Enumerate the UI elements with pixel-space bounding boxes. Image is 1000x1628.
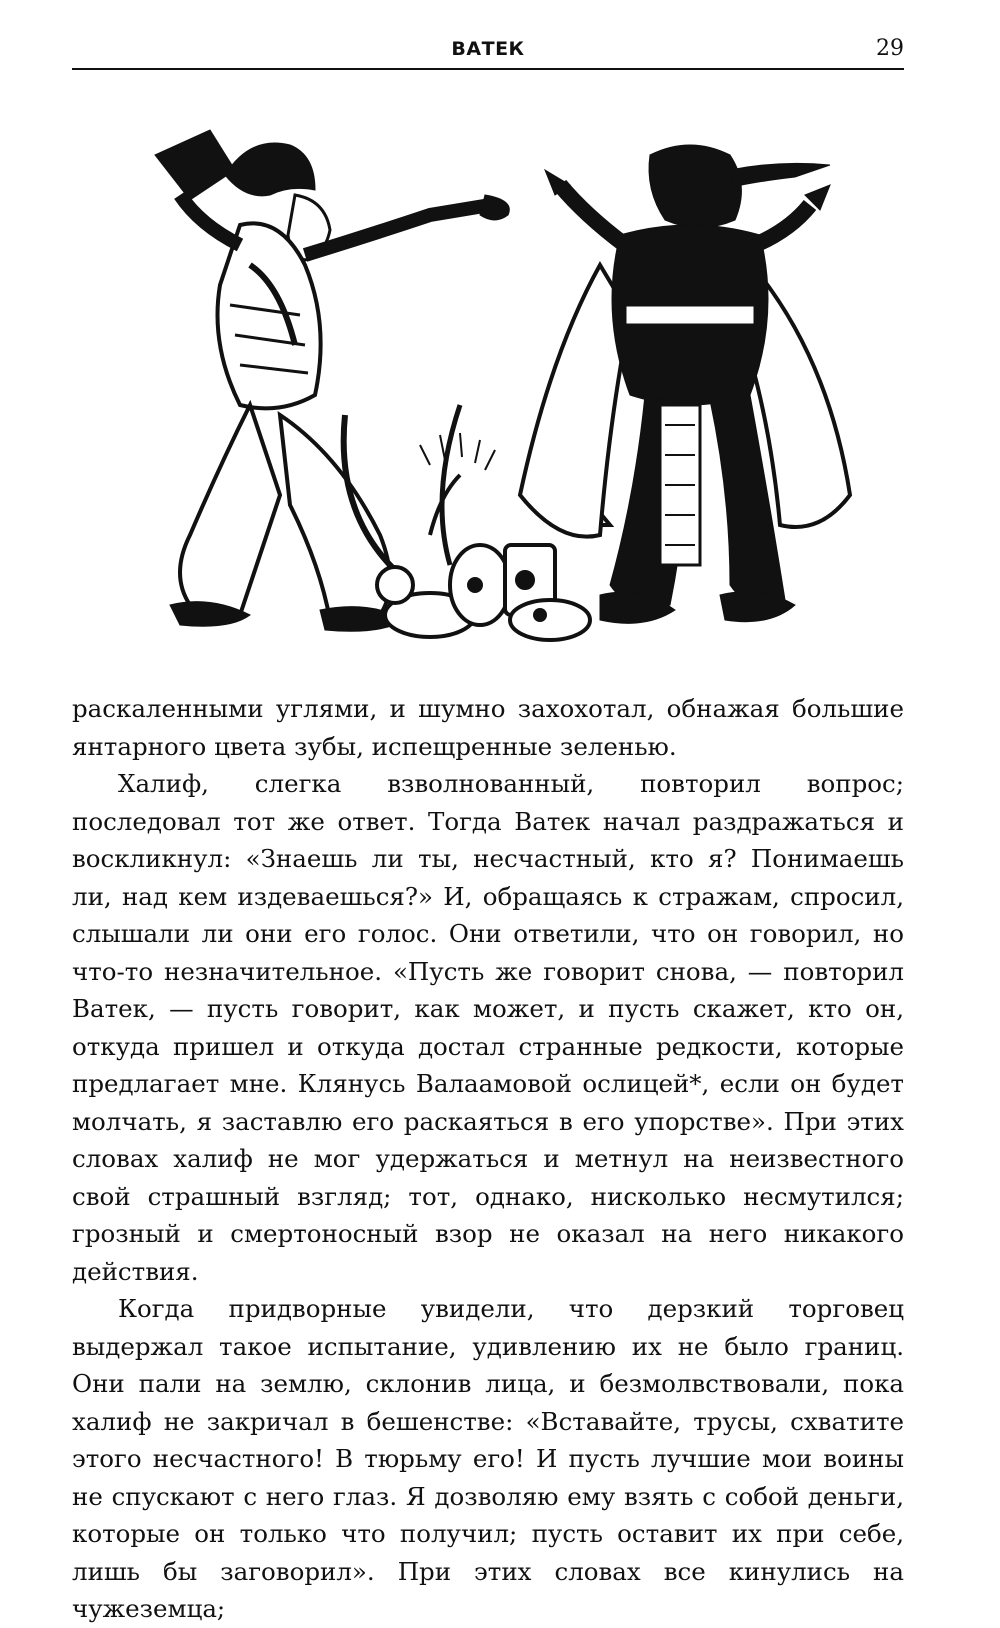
paragraph: Когда придворные увидели, что дерзкий торговец выдержал такое испытание, удивлению их не было границ. Они пали на землю, склонив лица, и безмолвствовали, пока халиф не закричал в бешенстве: «Вставайте, трусы, схватите этого несчастного! В тюрьму его! И пусть лучшие мои воины не спускают с него глаз. Я дозволяю ему взять с собой деньги, которые он только что получил; пусть оставит их при себе, лишь бы заговорил». При этих словах все кинулись на чужеземца; — [72, 1294, 904, 1623]
paragraph: Халиф, слегка взволнованный, повторил вопрос; последовал тот же ответ. Тогда Ватек начал раздражаться и воскликнул: «Знаешь ли ты, несчастный, кто я? Понимаешь ли, над кем издеваешься?» И, обращаясь к стражам, спросил, слышали ли они его голос. Они ответили, что он говорил, но что-то незначительное. «Пусть же говорит снова, — повторил Ватек, — пусть говорит, как может, и пусть скажет, кто он, откуда пришел и откуда достал странные редкости, которые предлагает мне. Клянусь Валаамовой ослицей*, если он будет молчать, я заставлю его раскаяться в его упорстве». При этих словах халиф не мог удержаться и метнул на неизвестного свой страшный взгляд; тот, однако, нисколько несмутился; грозный и смертоносный взор не оказал на него никакого действия. — [72, 769, 904, 1286]
page-number: 29 — [876, 36, 904, 61]
page-header — [72, 30, 904, 70]
stranger-figure-icon — [520, 145, 850, 623]
running-title: ВАТЕК — [451, 38, 525, 60]
illustration — [130, 115, 870, 675]
text-body — [72, 690, 904, 1628]
paragraph: раскаленными углями, и шумно захохотал, обнажая большие янтарного цвета зубы, испещренные зеленью. — [72, 694, 904, 761]
sparks-icon — [420, 433, 495, 470]
caliph-figure-icon — [155, 130, 509, 631]
